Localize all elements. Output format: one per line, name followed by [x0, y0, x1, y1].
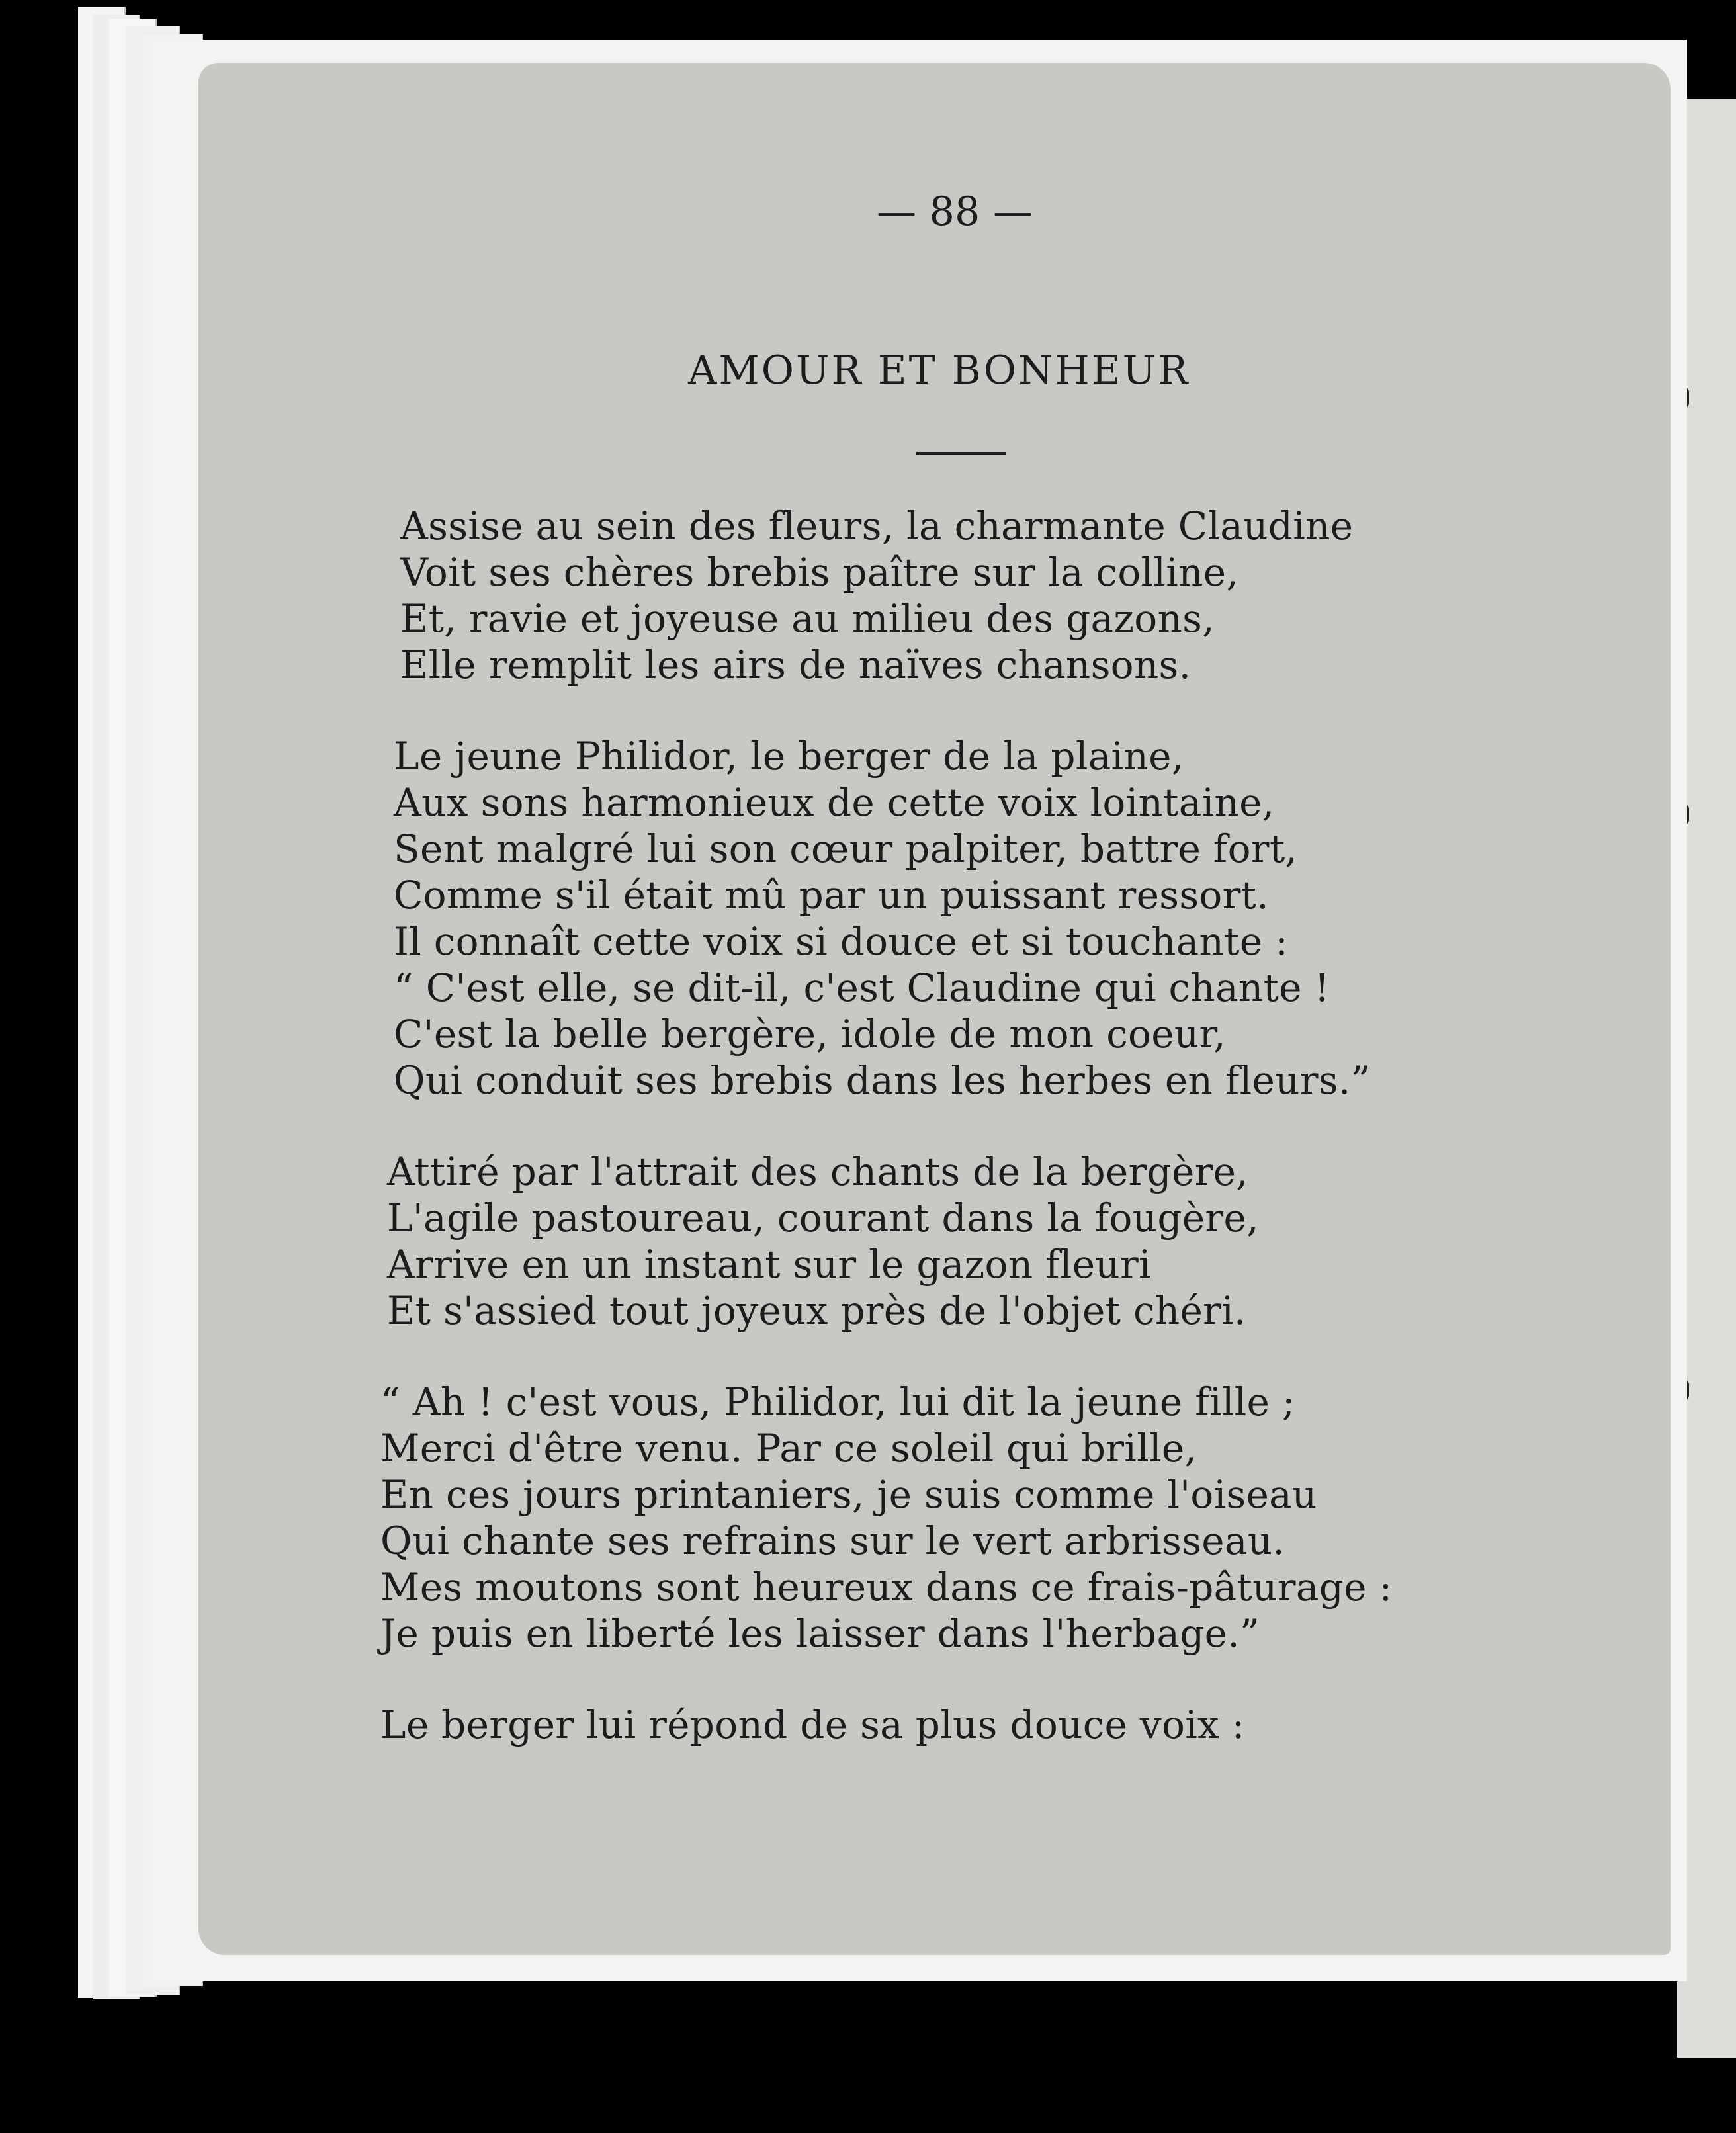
verse-line: Sent malgré lui son cœur palpiter, battre fort, [394, 826, 1298, 871]
verse-line: Assise au sein des fleurs, la charmante Claudine [400, 503, 1354, 548]
verse-line: Aux sons harmonieux de cette voix lointaine, [394, 780, 1275, 825]
poem-body [380, 503, 1472, 1793]
stanza-4 [380, 1379, 1472, 1657]
stanza-2 [394, 733, 1472, 1104]
verse-line: Qui chante ses refrains sur le vert arbrisseau. [380, 1518, 1285, 1563]
verse-line: “ Ah ! c'est vous, Philidor, lui dit la jeune fille ; [380, 1379, 1295, 1424]
verse-line: Merci d'être venu. Par ce soleil qui brille, [380, 1426, 1197, 1471]
verse-line: Le jeune Philidor, le berger de la plaine, [394, 734, 1184, 779]
title-divider [916, 452, 1006, 455]
stanza-5 [380, 1702, 1472, 1748]
verse-line: Attiré par l'attrait des chants de la bergère, [387, 1149, 1248, 1194]
verse-line: En ces jours printaniers, je suis comme l'oiseau [380, 1472, 1317, 1517]
verse-line: L'agile pastoureau, courant dans la fougère, [387, 1196, 1259, 1241]
verse-line: Qui conduit ses brebis dans les herbes en fleurs.” [394, 1058, 1371, 1103]
verse-line: Je puis en liberté les laisser dans l'herbage.” [380, 1611, 1260, 1656]
verse-line: Et s'assied tout joyeux près de l'objet chéri. [387, 1288, 1246, 1333]
poem-title: AMOUR ET BONHEUR [688, 347, 1190, 394]
verse-line: Elle remplit les airs de naïves chansons. [400, 642, 1192, 687]
verse-line: Le berger lui répond de sa plus douce voix : [380, 1702, 1245, 1747]
stanza-1 [400, 503, 1472, 688]
page-number: — 88 — [877, 189, 1033, 235]
verse-line: Comme s'il était mû par un puissant ressort. [394, 873, 1270, 918]
verse-line: Arrive en un instant sur le gazon fleuri [387, 1242, 1151, 1287]
verse-line: “ C'est elle, se dit-il, c'est Claudine qui chante ! [394, 965, 1330, 1010]
verse-line: C'est la belle bergère, idole de mon coeur, [394, 1012, 1226, 1057]
verse-line: Il connaît cette voix si douce et si touchante : [394, 919, 1289, 964]
stanza-3 [387, 1149, 1472, 1334]
verse-line: Mes moutons sont heureux dans ce frais-pâturage : [380, 1565, 1393, 1610]
verse-line: Voit ses chères brebis paître sur la colline, [400, 550, 1239, 595]
verse-line: Et, ravie et joyeuse au milieu des gazons, [400, 596, 1215, 641]
